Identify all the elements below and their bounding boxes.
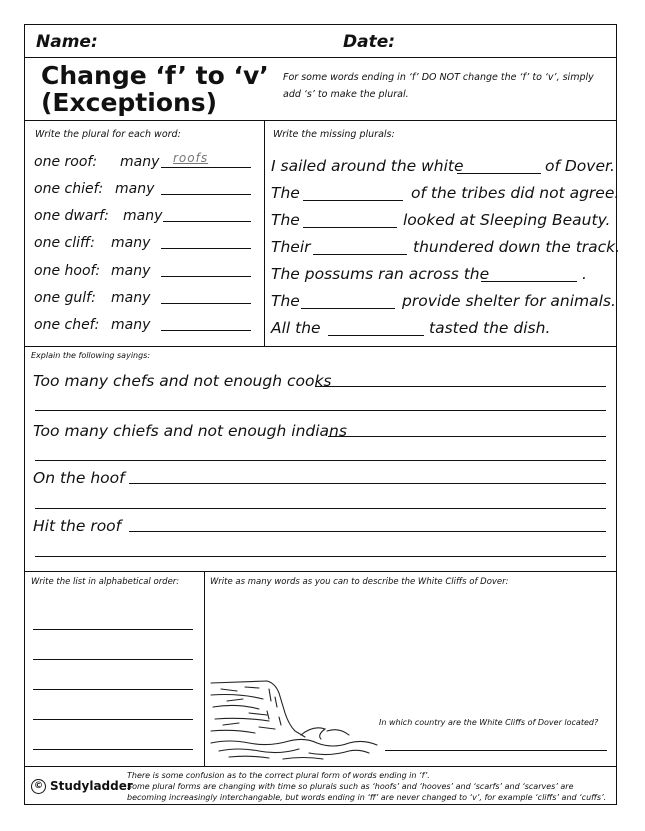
saying-answer-line[interactable] bbox=[35, 410, 606, 411]
plurals-heading: Write the plural for each word: bbox=[35, 129, 181, 140]
sayings-heading: Explain the following sayings: bbox=[31, 351, 151, 360]
sentence-part: The possums ran across the bbox=[271, 265, 490, 283]
saying-text: On the hoof bbox=[33, 469, 125, 487]
sentence-blank[interactable] bbox=[328, 335, 424, 336]
sentence-blank[interactable] bbox=[303, 227, 397, 228]
alpha-answer-line[interactable] bbox=[33, 689, 193, 690]
plural-many: many bbox=[111, 235, 151, 251]
describe-heading: Write as many words as you can to describe the White Cliffs of Dover: bbox=[210, 577, 509, 587]
sentence-blank[interactable] bbox=[301, 308, 395, 309]
footer-note-line1: There is some confusion as to the correct plural form of words ending in ‘f’. bbox=[127, 771, 430, 780]
divider-footer bbox=[25, 766, 616, 767]
saying-answer-line[interactable] bbox=[315, 386, 606, 387]
country-question: In which country are the White Cliffs of Dover located? bbox=[379, 718, 599, 727]
sentence-blank[interactable] bbox=[457, 173, 541, 174]
sentence-part: The bbox=[271, 211, 300, 229]
saying-text: Hit the roof bbox=[33, 517, 122, 535]
plural-answer-line[interactable] bbox=[161, 276, 251, 277]
missing-heading: Write the missing plurals: bbox=[273, 129, 395, 140]
plural-answer-line[interactable] bbox=[161, 330, 251, 331]
plural-answer-line[interactable] bbox=[161, 303, 251, 304]
plural-many: many bbox=[115, 181, 155, 197]
divider-sayings bbox=[25, 571, 616, 572]
plural-word: one chief: bbox=[34, 181, 104, 197]
divider-header bbox=[25, 57, 616, 58]
sentence-blank[interactable] bbox=[313, 254, 407, 255]
sentence-blank[interactable] bbox=[303, 200, 403, 201]
plural-many: many bbox=[111, 263, 151, 279]
divider-exercises bbox=[25, 346, 616, 347]
saying-answer-line[interactable] bbox=[35, 556, 606, 557]
plural-many: many bbox=[123, 208, 163, 224]
studyladder-logo: Studyladder bbox=[50, 779, 133, 793]
divider-vertical-bottom bbox=[204, 571, 205, 766]
saying-text: Too many chefs and not enough cooks bbox=[33, 372, 332, 390]
plural-answer-example: roofs bbox=[173, 151, 209, 165]
sentence-blank[interactable] bbox=[481, 281, 577, 282]
plural-word: one cliff: bbox=[34, 235, 95, 251]
divider-vertical-mid bbox=[264, 120, 265, 346]
plural-word: one chef: bbox=[34, 317, 100, 333]
plural-word: one hoof: bbox=[34, 263, 101, 279]
sentence-part: thundered down the track. bbox=[413, 238, 621, 256]
alpha-heading: Write the list in alphabetical order: bbox=[31, 577, 180, 587]
plural-answer-line[interactable] bbox=[161, 167, 251, 168]
alpha-answer-line[interactable] bbox=[33, 629, 193, 630]
plural-answer-line[interactable] bbox=[163, 221, 251, 222]
sentence-part: All the bbox=[271, 319, 321, 337]
instruction-text: For some words ending in ‘f’ DO NOT change the ‘f’ to ‘v’, simply add ‘s’ to make the plural. bbox=[283, 72, 594, 100]
date-label: Date: bbox=[343, 32, 396, 52]
saying-text: Too many chiefs and not enough indians bbox=[33, 422, 347, 440]
saying-answer-line[interactable] bbox=[129, 531, 606, 532]
saying-answer-line[interactable] bbox=[35, 508, 606, 509]
plural-word: one roof: bbox=[34, 154, 98, 170]
footer-note-line2: Some plural forms are changing with time so plurals such as ‘hoofs’ and ‘hooves’ and ‘scarfs’ and ‘scarves’ are becoming increasingly interchangable, but words ending in ‘ff’ are never changed to ‘v’, for example ‘cliffs’ and ‘cuffs’. bbox=[127, 782, 607, 802]
sentence-part: The bbox=[271, 184, 300, 202]
saying-answer-line[interactable] bbox=[35, 460, 606, 461]
worksheet bbox=[24, 24, 621, 805]
saying-answer-line[interactable] bbox=[328, 436, 606, 437]
sentence-part: . bbox=[582, 265, 587, 283]
sentence-part: tasted the dish. bbox=[429, 319, 551, 337]
white-cliffs-illustration bbox=[209, 673, 379, 761]
country-answer-line[interactable] bbox=[385, 750, 607, 751]
footer-note bbox=[127, 770, 612, 803]
sentence-part: looked at Sleeping Beauty. bbox=[403, 211, 611, 229]
alpha-answer-line[interactable] bbox=[33, 749, 193, 750]
plural-answer-line[interactable] bbox=[161, 248, 251, 249]
plural-many: many bbox=[111, 317, 151, 333]
page-subtitle: (Exceptions) bbox=[41, 88, 218, 117]
plural-answer-line[interactable] bbox=[161, 194, 251, 195]
plural-word: one dwarf: bbox=[34, 208, 109, 224]
sentence-part: provide shelter for animals. bbox=[402, 292, 616, 310]
alpha-answer-line[interactable] bbox=[33, 659, 193, 660]
saying-answer-line[interactable] bbox=[129, 483, 606, 484]
alpha-answer-line[interactable] bbox=[33, 719, 193, 720]
plural-many: many bbox=[111, 290, 151, 306]
sentence-part: of the tribes did not agree. bbox=[411, 184, 620, 202]
page-title: Change ‘f’ to ‘v’ bbox=[41, 61, 269, 90]
plural-word: one gulf: bbox=[34, 290, 96, 306]
sentence-part: of Dover. bbox=[545, 157, 615, 175]
copyright-icon: © bbox=[31, 779, 46, 794]
name-label: Name: bbox=[36, 32, 98, 52]
sentence-part: I sailed around the white bbox=[271, 157, 464, 175]
divider-title bbox=[25, 120, 616, 121]
plural-many: many bbox=[120, 154, 160, 170]
sentence-part: Their bbox=[271, 238, 311, 256]
sentence-part: The bbox=[271, 292, 300, 310]
